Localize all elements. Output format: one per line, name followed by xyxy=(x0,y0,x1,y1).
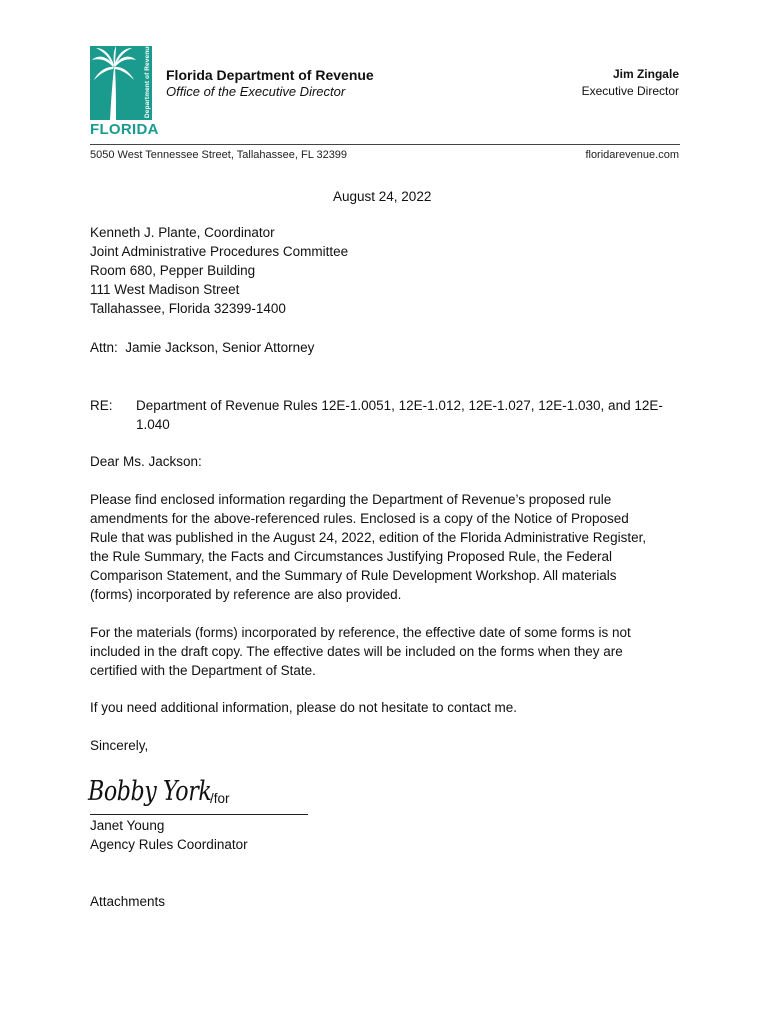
director-title: Executive Director xyxy=(581,84,679,98)
recipient-line: Tallahassee, Florida 32399-1400 xyxy=(90,301,286,316)
department-name: Florida Department of Revenue xyxy=(166,67,374,83)
body-paragraph: For the materials (forms) incorporated by reference, the effective date of some forms is not included in the draft copy. The effective dates will be included on the forms when they are certified with the Department of State. xyxy=(90,625,631,678)
closing: Sincerely, xyxy=(90,738,149,753)
letter-date: August 24, 2022 xyxy=(333,189,432,204)
re-subject: Department of Revenue Rules 12E-1.0051, 12E-1.012, 12E-1.027, 12E-1.030, and 12E-1.040 xyxy=(136,398,663,432)
attachments-note: Attachments xyxy=(90,894,166,909)
recipient-line: 111 West Madison Street xyxy=(90,282,240,297)
recipient-line: Joint Administrative Procedures Committee xyxy=(90,244,349,259)
logo-wordmark: FLORIDA xyxy=(90,121,159,138)
department-office: Office of the Executive Director xyxy=(166,84,346,99)
recipient-line: Kenneth J. Plante, Coordinator xyxy=(90,225,275,240)
body-paragraph: Please find enclosed information regarding the Department of Revenue’s proposed rule amendments for the above-referenced rules. Enclosed is a copy of the Notice of Proposed Rule that was published in the August 24, 2022, edition of the Florida Administrative Register, the Rule Summary, the Facts and Circumstances Justifying Proposed Rule, the Federal Comparison Statement, and the Summary of Rule Development Workshop. All materials (forms) incorporated by reference are also provided. xyxy=(90,492,647,602)
signer-name: Janet Young xyxy=(90,818,165,833)
palm-tree-icon xyxy=(90,46,138,120)
signer-title: Agency Rules Coordinator xyxy=(90,837,248,852)
salutation: Dear Ms. Jackson: xyxy=(90,454,202,469)
recipient-address xyxy=(90,223,348,318)
recipient-line: Room 680, Pepper Building xyxy=(90,263,256,278)
logo-side-banner xyxy=(138,42,152,120)
logo-side-text: Department of Revenue xyxy=(144,42,151,118)
body-paragraph: If you need additional information, please do not hesitate to contact me. xyxy=(90,700,518,715)
signature-for: /for xyxy=(210,791,230,806)
signature-line xyxy=(90,814,308,815)
letterhead-divider xyxy=(90,144,680,145)
department-website: floridarevenue.com xyxy=(585,149,679,161)
attention-line: Attn: Jamie Jackson, Senior Attorney xyxy=(90,340,315,355)
re-label: RE: xyxy=(90,398,113,413)
signer-block xyxy=(90,816,248,854)
director-name: Jim Zingale xyxy=(612,67,679,81)
handwritten-signature: Bobby York xyxy=(88,776,212,807)
department-address: 5050 West Tennessee Street, Tallahassee, FL 32399 xyxy=(90,149,348,161)
florida-dor-logo xyxy=(90,42,159,138)
